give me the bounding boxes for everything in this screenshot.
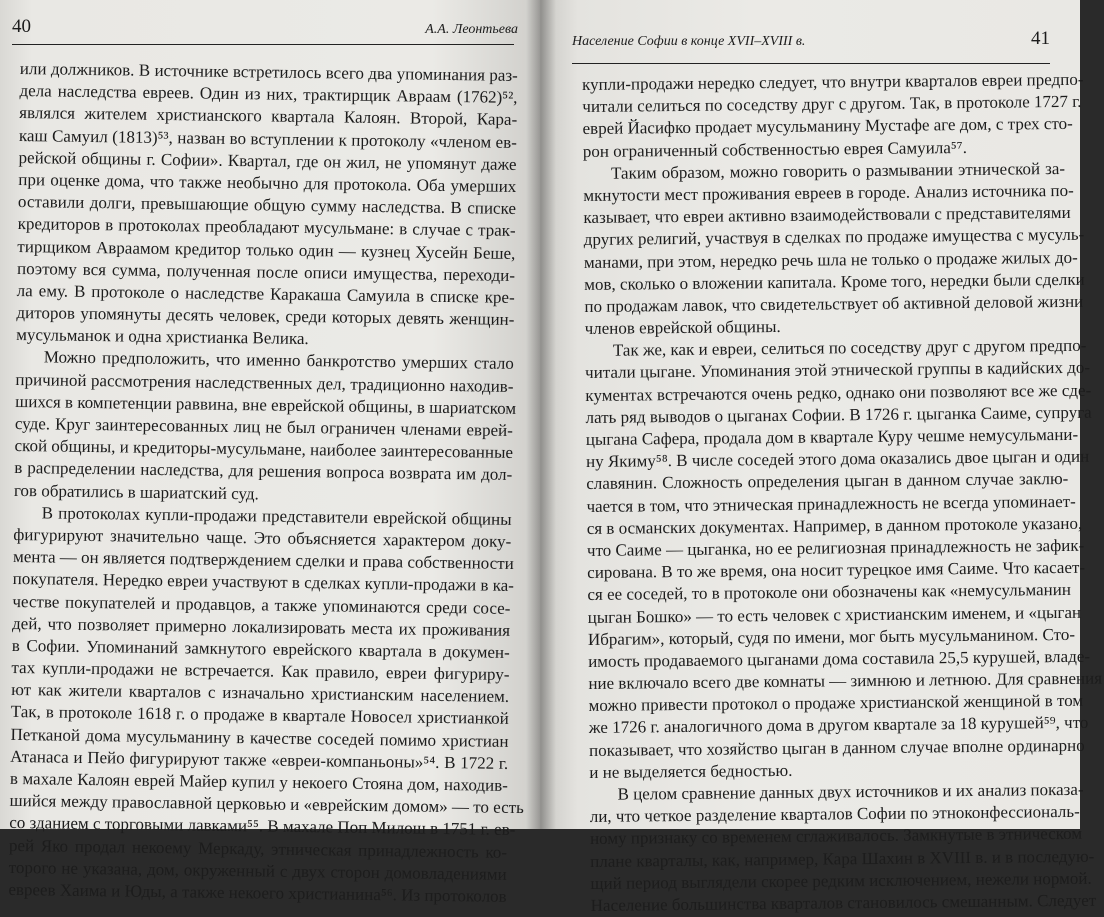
right-page [540, 0, 1103, 915]
text-line: диторов упомянуты десять человек, среди которых девять женщин- [16, 303, 515, 329]
text-line: плане кварталы, как, например, Кара Шахин в XVIII в. и в последую- [590, 846, 1095, 871]
text-line: со зданием с торговыми лавками⁵⁵. В махале Поп Милош в 1751 г. ев- [9, 813, 516, 840]
right-page-number: 41 [1031, 28, 1050, 49]
text-line: мента — он является подтверждением сделки и права собственности [12, 547, 514, 574]
text-line: ну Якиму⁵⁸. В числе соседей этого дома оказались двое цыган и один [585, 446, 1090, 472]
text-line: Можно предположить, что именно банкротство умерших стало [43, 347, 514, 374]
text-line: и не выделяется бедностью. [589, 760, 793, 782]
text-line: или должников. В источнике встретилось всего два упоминания раз- [19, 58, 518, 85]
left-running-title: А.А. Леонтьева [425, 22, 518, 37]
text-line: тах купли-продажи не встречается. Как правило, евреи фигуриру- [11, 658, 510, 684]
text-line: в распределении наследства, для решения вопроса возврата им дол- [14, 458, 513, 485]
text-line: казывает, что евреи активно взаимодействовали с представителями [583, 203, 1071, 228]
right-body-text [582, 69, 1103, 917]
left-body-text [8, 58, 525, 908]
text-line: фигурируют значительно чаще. Это объясняется характером доку- [13, 524, 512, 551]
text-line: читали цыгане. Упоминания этой этнической группы в кадийских до- [585, 358, 1091, 383]
text-line: честве покупателей и продавцов, а также упоминаются среди сосе- [12, 591, 511, 618]
text-line: купли-продажи нередко следует, что внутри кварталов евреи предпо- [582, 69, 1084, 94]
text-line: шийся между православной церковью и «еврейским домом» — то есть [9, 791, 525, 818]
left-page-number: 40 [12, 16, 31, 37]
text-line: имость продаваемого цыганами дома составила 25,5 курушей, владе- [588, 646, 1091, 671]
book-gutter [526, 0, 556, 829]
text-line: суде. Круг заинтересованных лиц не был ограничен членами еврей- [14, 413, 513, 440]
text-line: торого не указана, дом, окруженный с двух сторон домовладениями [8, 857, 507, 884]
text-line: покупателя. Нередко евреи участвуют в сделках купли-продажи в ка- [12, 569, 515, 596]
text-line: В целом сравнение данных двух источников и их анализ показа- [617, 779, 1084, 804]
text-line: чается в том, что этническая принадлежность не всегда упоминает- [586, 491, 1076, 516]
right-running-title: Население Софии в конце XVII–XVIII в. [572, 34, 806, 49]
text-line: шихся в компетенции раввина, вне еврейской общины, в шариатском [15, 391, 517, 418]
text-line: Ибрагим», который, судя по имени, мог быть мусульманином. Сто- [587, 624, 1076, 649]
text-line: каш Самуил (1813)⁵³, назван во вступлении к протоколу «членом ев- [18, 125, 518, 152]
text-line: в Софии. Упоминаний замкнутого еврейского квартала в докумен- [11, 635, 510, 662]
text-line: ному признаку со временем сглаживалось. Замкнутые в этническом [589, 824, 1083, 849]
text-line: причиной рассмотрения наследственных дел, традиционно находив- [15, 369, 514, 396]
text-line: что Саиме — цыганка, но ее религиозная принадлежность не зафик- [586, 535, 1085, 560]
text-line: ской общины, и кредиторы-мусульмане, наиболее заинтересованные [14, 436, 514, 463]
text-line: показывает, что хозяйство цыган в данном случае вполне ординарно [588, 735, 1085, 760]
text-line: ла ему. В протоколе о наследстве Каракаша Самуила в списке кре- [16, 280, 515, 307]
text-line: мусульманок и одна христианка Велика. [16, 325, 309, 349]
text-line: ют как жители кварталов с изначально христианским населением. [11, 680, 510, 707]
left-page [0, 0, 540, 906]
text-line: мов, сколько о вложении капитала. Кроме того, нередки были сделки [584, 269, 1085, 294]
text-line: при оценке дома, что также необычно для протокола. Оба умерших [18, 169, 517, 196]
text-line: славянин. Сложность определения цыган в данном случае заклю- [586, 469, 1069, 494]
text-line: можно привести протокол о продаже христианской женщиной в том [588, 691, 1084, 716]
text-line: манами, при этом, нередко речь шла не только о продаже жилых до- [583, 247, 1078, 272]
text-line: ли, что четкое разделение кварталов Софии по этноконфессиональ- [589, 802, 1080, 827]
text-line: рей Яко продал некоему Меркаду, этническая принадлежность ко- [8, 835, 508, 862]
text-line: щий период выглядели скорее редким исключением, нежели нормой. [590, 868, 1092, 893]
text-line: дей, что позволяет примерно локализировать места их проживания [11, 613, 511, 640]
text-line: кументах встречаются очень редко, однако они позволяют все же сде- [585, 380, 1092, 405]
text-line: ся в османских документах. Например, в данном протоколе указано, [586, 513, 1083, 538]
text-line: других религий, участвуя в сделках по продаже имущества с мусуль- [583, 225, 1085, 250]
text-line: читали селиться по соседству друг с другом. Так, в протоколе 1727 г. [582, 91, 1082, 117]
text-line: Так, в протоколе 1618 г. о продаже в квартале Новосел христианкой [10, 702, 509, 729]
text-line: являлся жителем христианского квартала Калоян. Второй, Кара- [19, 103, 518, 130]
text-line: же 1726 г. аналогичного дома в другом квартале за 18 курушей⁵⁹, что [588, 713, 1089, 738]
text-line: кредиторов в протоколах преобладают мусульмане: в случае с трак- [17, 214, 516, 241]
text-line: ся ее соседей, то в протоколе они обозначены как «немусульманин [587, 580, 1071, 605]
text-line: Атанаса и Пейо фигурируют также «евреи-компаньоны»⁵⁴. В 1722 г. [10, 746, 509, 773]
right-running-head [572, 22, 1050, 50]
text-line: мкнутости мест проживания евреев в городе. Анализ источника по- [583, 180, 1074, 205]
text-line: лать ряд выводов о цыганах Софии. В 1726 г. цыганка Саиме, супруга [585, 402, 1092, 427]
text-line: Таким образом, можно говорить о размывании этнической за- [610, 158, 1066, 183]
text-line: В протоколах купли-продажи представители еврейской общины [41, 503, 512, 529]
text-line: Петканой дома мусульманину в качестве соседей помимо христиан [10, 724, 509, 751]
text-line: сирована. В то же время, она носит турецкое имя Саиме. Что касает- [587, 557, 1086, 583]
text-line: по продажам лавок, что свидетельствует об активной деловой жизни [584, 291, 1084, 316]
text-line: ние включало всего две комнаты — зимнюю и летнюю. Для сравнения [588, 668, 1103, 694]
left-running-head [12, 10, 518, 38]
text-line: оставили долги, превышающие общую сумму наследства. В списке [17, 192, 517, 219]
text-line: Население большинства кварталов становилось смешанным. Следует [590, 890, 1097, 915]
text-line: цыгана Сафера, продала дом в квартале Куру чешме немусульмани- [585, 424, 1079, 449]
text-line: Так же, как и евреи, селиться по соседству друг с другом предпо- [612, 335, 1087, 360]
text-line: еврей Йасифко продает мусульманину Мустафе аге дом, с трех сто- [582, 114, 1073, 139]
text-line: в махале Калоян еврей Майер купил у некоего Стояна дом, находив- [9, 768, 509, 795]
text-line: гов обратились в шариатский суд. [13, 480, 259, 503]
text-line: рон ограниченный собственностью еврея Самуила⁵⁷. [582, 137, 968, 161]
text-line: дела наследства евреев. Один из них, трактирщик Авраам (1762)⁵², [19, 81, 518, 108]
text-line: членов еврейской общины. [584, 316, 781, 339]
left-header-rule [12, 44, 514, 45]
text-line: евреев Хаима и Юды, а также некоего христианина⁵⁶. Из протоколов [8, 879, 507, 906]
text-line: тирщиком Авраамом кредитор только один — кузнец Хусейн Беше, [17, 236, 516, 263]
text-line: рейской общины г. Софии». Квартал, где он жил, не упомянут даже [18, 147, 517, 174]
text-line: цыган Бошко» — то есть человек с христианским именем, и «цыган [587, 602, 1082, 627]
text-line: поэтому вся сумма, полученная после описи имущества, переходи- [16, 258, 516, 285]
right-header-rule [572, 63, 1050, 64]
